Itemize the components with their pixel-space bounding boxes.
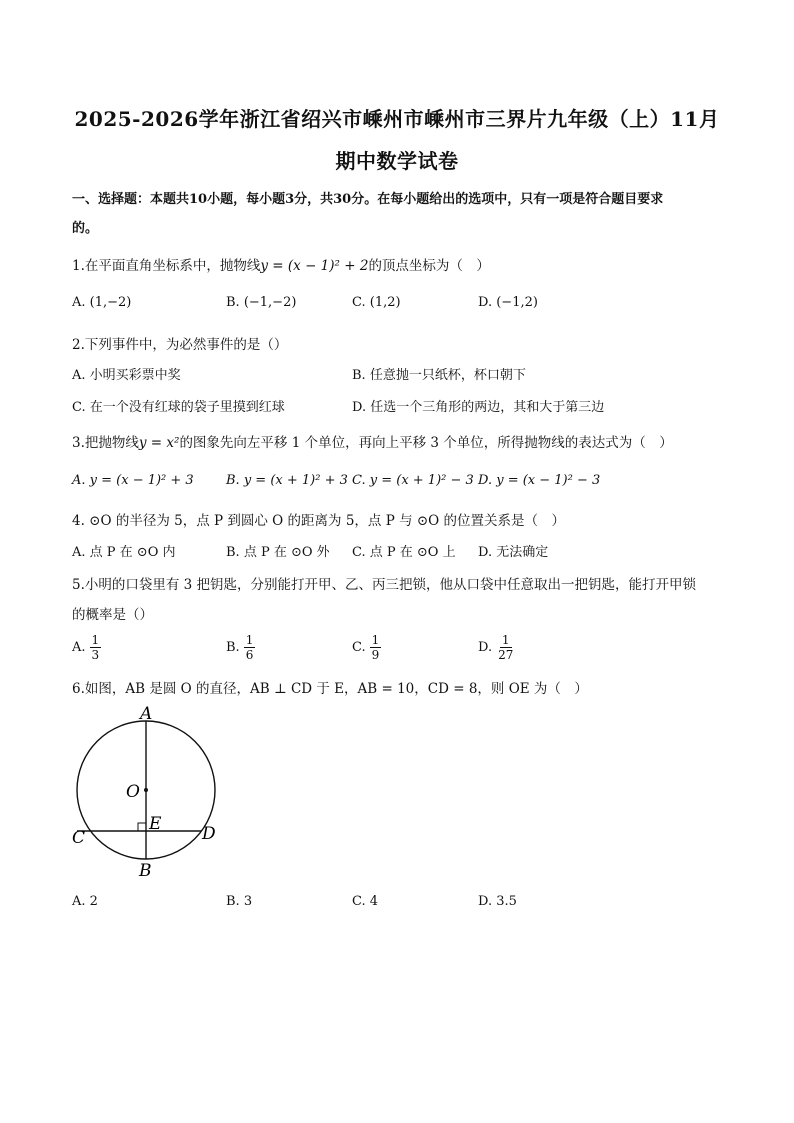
question-3-option-d: D. y = (x − 1)² − 3 <box>478 473 601 488</box>
question-6-option-c: C. 4 <box>352 894 379 909</box>
fraction <box>370 633 382 662</box>
fraction-numerator: 1 <box>91 633 100 647</box>
question-1-option-a: A. (1,−2) <box>72 295 132 310</box>
question-3-stem <box>72 431 673 451</box>
label-b: B <box>139 861 152 881</box>
question-3-option-b: B. y = (x + 1)² + 3 <box>226 473 348 488</box>
fraction-denominator: 3 <box>91 648 100 662</box>
section-instructions-line-1: 一、选择题：本题共10小题，每小题3分，共30分。在每小题给出的选项中，只有一项是符合题目要求 <box>72 192 664 207</box>
question-3-stem-prefix: 3.把抛物线 <box>72 435 139 451</box>
section-instructions-line-2: 的。 <box>72 221 99 236</box>
question-5-option-b <box>226 633 255 662</box>
center-point <box>144 788 148 792</box>
question-1-stem-prefix: 1.在平面直角坐标系中，抛物线 <box>72 258 261 274</box>
question-2-option-a: A. 小明买彩票中奖 <box>72 368 181 383</box>
question-4-option-d: D. 无法确定 <box>478 545 549 560</box>
question-2-option-d: D. 任选一个三角形的两边，其和大于第三边 <box>352 400 605 415</box>
question-1-option-b: B. (−1,−2) <box>226 295 297 310</box>
question-6-option-d: D. 3.5 <box>478 894 517 909</box>
question-1-option-d: D. (−1,2) <box>478 295 538 310</box>
question-6-option-a: A. 2 <box>72 894 98 909</box>
question-2-option-b: B. 任意抛一只纸杯，杯口朝下 <box>352 368 526 383</box>
question-2-option-c: C. 在一个没有红球的袋子里摸到红球 <box>72 400 285 415</box>
label-o: O <box>126 782 140 802</box>
label-a: A <box>140 704 153 724</box>
fraction-numerator: 1 <box>371 633 380 647</box>
question-5-option-a <box>72 633 101 662</box>
exam-title-line-2: 期中数学试卷 <box>335 149 459 173</box>
question-1-formula: y = (x − 1)² + 2 <box>260 258 369 274</box>
question-3-option-a: A. y = (x − 1)² + 3 <box>72 473 194 488</box>
question-3-formula: y = x² <box>138 435 180 451</box>
question-5-stem-line-2: 的概率是（） <box>72 607 153 623</box>
question-5-option-c-letter: C. <box>352 640 366 655</box>
question-1-stem <box>72 254 490 274</box>
question-5-option-a-letter: A. <box>72 640 86 655</box>
fraction-numerator: 1 <box>501 633 510 647</box>
fraction-numerator: 1 <box>245 633 254 647</box>
question-5-option-b-letter: B. <box>226 640 240 655</box>
label-e: E <box>149 814 162 834</box>
fraction-denominator: 6 <box>245 648 254 662</box>
question-3-option-c: C. y = (x + 1)² − 3 <box>352 473 474 488</box>
question-5-option-c <box>352 633 381 662</box>
fraction-denominator: 27 <box>498 648 514 662</box>
question-1-stem-suffix: 的顶点坐标为（ ） <box>368 258 490 274</box>
label-c: C <box>72 828 86 848</box>
fraction <box>496 633 515 662</box>
question-5-option-d <box>478 633 515 662</box>
question-1-option-c: C. (1,2) <box>352 295 401 310</box>
question-5-option-d-letter: D. <box>478 640 493 655</box>
question-2-stem: 2.下列事件中，为必然事件的是（） <box>72 337 288 353</box>
question-6-option-b: B. 3 <box>226 894 253 909</box>
fraction-denominator: 9 <box>371 648 380 662</box>
circle-diagram <box>60 700 240 885</box>
fraction <box>90 633 102 662</box>
question-4-option-c: C. 点 P 在 ⊙O 上 <box>352 545 456 560</box>
right-angle-mark <box>138 823 146 831</box>
question-4-option-a: A. 点 P 在 ⊙O 内 <box>72 545 176 560</box>
question-4-option-b: B. 点 P 在 ⊙O 外 <box>226 545 330 560</box>
question-6-stem: 6.如图，AB 是圆 O 的直径，AB ⊥ CD 于 E，AB = 10，CD = 8，则 OE 为（ ） <box>72 681 588 697</box>
question-5-stem-line-1: 5.小明的口袋里有 3 把钥匙，分别能打开甲、乙、丙三把锁，他从口袋中任意取出一把钥匙，能打开甲锁 <box>72 577 697 593</box>
question-4-stem: 4. ⊙O 的半径为 5，点 P 到圆心 O 的距离为 5，点 P 与 ⊙O 的位置关系是（ ） <box>72 513 566 529</box>
fraction <box>244 633 256 662</box>
label-d: D <box>202 824 216 844</box>
exam-title-line-1: 2025-2026学年浙江省绍兴市嵊州市嵊州市三界片九年级（上）11月 <box>74 107 720 131</box>
question-3-stem-suffix: 的图象先向左平移 1 个单位，再向上平移 3 个单位，所得抛物线的表达式为（ ） <box>179 435 673 451</box>
